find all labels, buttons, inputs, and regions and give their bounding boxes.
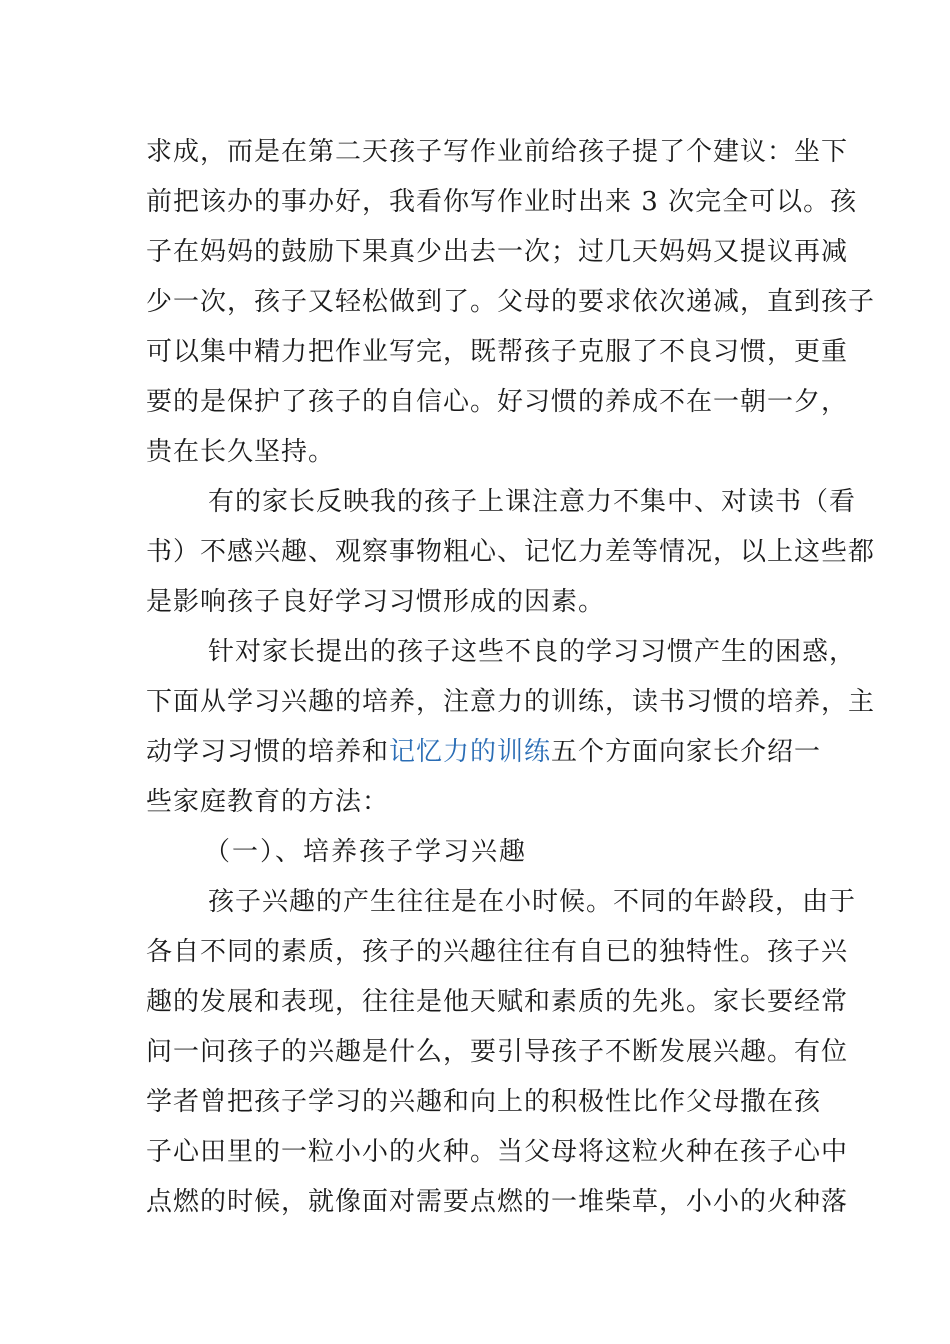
paragraph-line: 是影响孩子良好学习习惯形成的因素。 <box>146 587 606 617</box>
paragraph-line: 有的家长反映我的孩子上课注意力不集中、对读书（看 <box>208 487 857 517</box>
paragraph-line: 孩子兴趣的产生往往是在小时候。不同的年龄段，由于 <box>208 887 857 917</box>
line-segment: 动学习习惯的培养和 <box>146 737 390 767</box>
paragraph-line: 贵在长久坚持。 <box>146 437 336 467</box>
paragraph-line: 趣的发展和表现，往往是他天赋和素质的先兆。家长要经常 <box>146 987 849 1017</box>
paragraph-line: 少一次，孩子又轻松做到了。父母的要求依次递减，直到孩子 <box>146 287 876 317</box>
paragraph-line: 前把该办的事办好，我看你写作业时出来 3 次完全可以。孩 <box>146 187 858 217</box>
paragraph-line: 各自不同的素质，孩子的兴趣往往有自已的独特性。孩子兴 <box>146 937 849 967</box>
memory-training-link[interactable]: 记忆力的训练 <box>389 737 552 767</box>
body-text <box>146 127 876 1227</box>
paragraph-line: 子心田里的一粒小小的火种。当父母将这粒火种在孩子心中 <box>146 1137 849 1167</box>
paragraph-line: 些家庭教育的方法： <box>146 787 390 817</box>
section-heading: （一）、培养孩子学习兴趣 <box>204 837 528 867</box>
paragraph-line: 要的是保护了孩子的自信心。好习惯的养成不在一朝一夕， <box>146 387 849 417</box>
paragraph-line: 子在妈妈的鼓励下果真少出去一次；过几天妈妈又提议再减 <box>146 237 849 267</box>
line-segment: 五个方面向家长介绍一 <box>551 737 822 767</box>
paragraph-line: 可以集中精力把作业写完，既帮孩子克服了不良习惯，更重 <box>146 337 849 367</box>
paragraph-line: 问一问孩子的兴趣是什么，要引导孩子不断发展兴趣。有位 <box>146 1037 849 1067</box>
paragraph-line: 书）不感兴趣、观察事物粗心、记忆力差等情况，以上这些都 <box>146 537 876 567</box>
paragraph-line: 点燃的时候，就像面对需要点燃的一堆柴草，小小的火种落 <box>146 1187 849 1217</box>
paragraph-line <box>146 727 822 777</box>
paragraph-line: 下面从学习兴趣的培养，注意力的训练，读书习惯的培养，主 <box>146 687 876 717</box>
paragraph-line: 学者曾把孩子学习的兴趣和向上的积极性比作父母撒在孩 <box>146 1087 822 1117</box>
paragraph-line: 求成，而是在第二天孩子写作业前给孩子提了个建议：坐下 <box>146 137 849 167</box>
paragraph-line: 针对家长提出的孩子这些不良的学习习惯产生的困惑， <box>208 637 857 667</box>
